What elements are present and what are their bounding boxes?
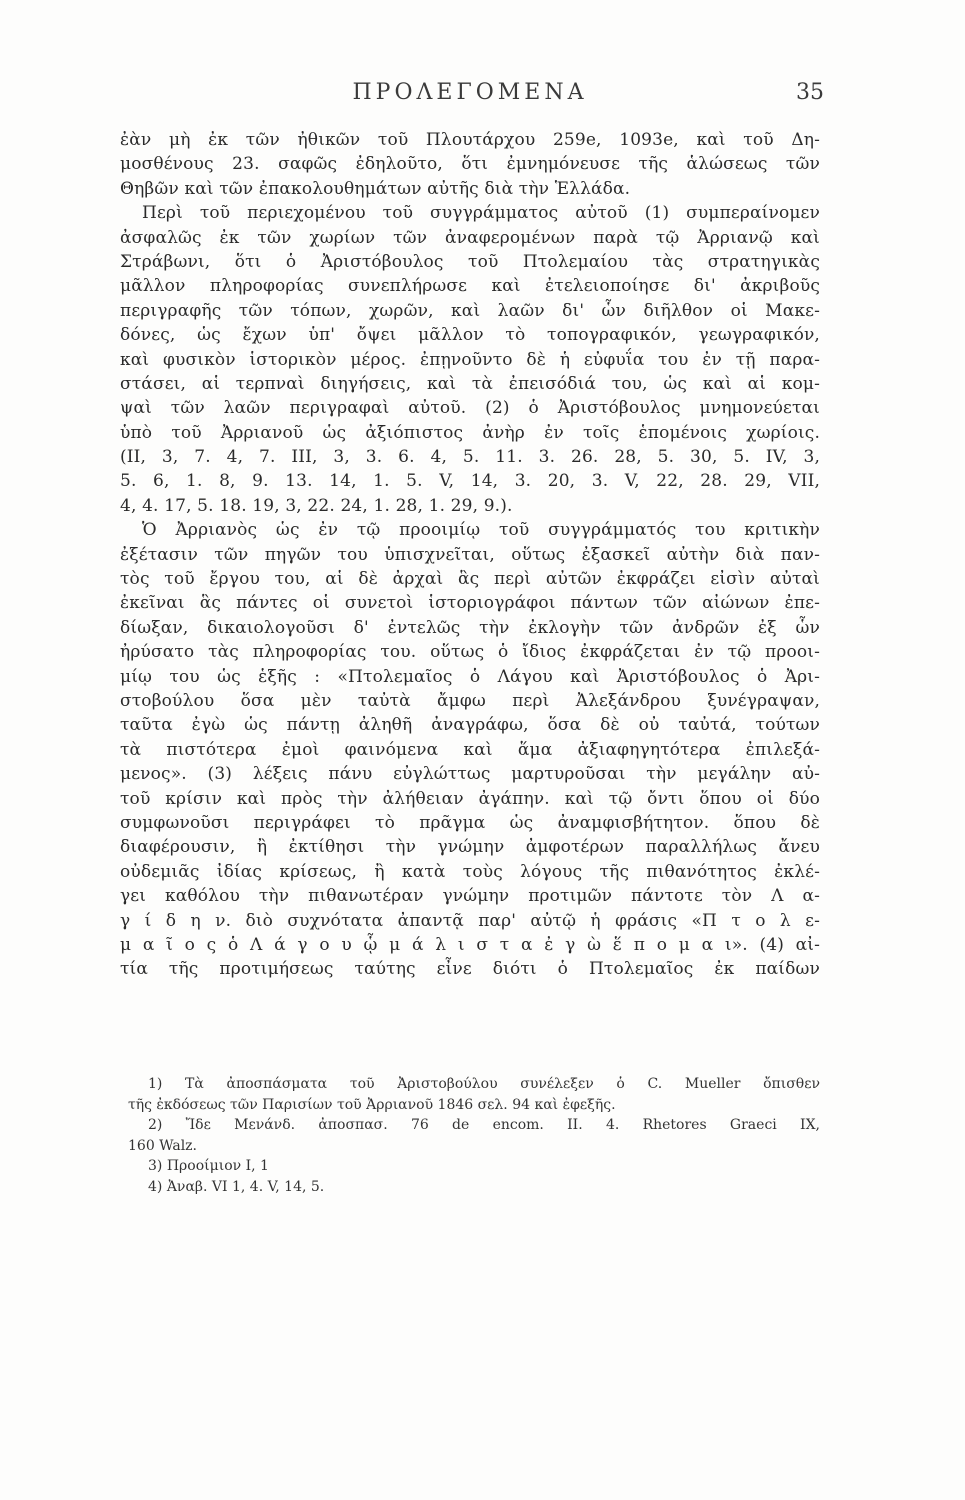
text-line: μ α ῖ ο ς ὁ Λ ά γ ο υ ᾧ μ ά λ ι σ τ α ἐ γ ὼ ἕ π ο μ α ι». (4) αἰ- xyxy=(120,934,820,955)
running-head xyxy=(120,80,824,114)
footnote-line: 2) Ἴδε Μενάνδ. ἀποσπασ. 76 de encom. II. 4. Rhetores Graeci IX, xyxy=(148,1117,820,1133)
text-line: Περὶ τοῦ περιεχομένου τοῦ συγγράμματος αὐτοῦ (1) συμπεραίνομεν xyxy=(142,203,820,224)
footnote-line: 1) Τὰ ἀποσπάσματα τοῦ Ἀριστοβούλου συνέλεξεν ὁ C. Mueller ὄπισθεν xyxy=(148,1076,820,1092)
footnotes xyxy=(120,1074,820,1197)
text-line: μενος». (3) λέξεις πάνυ εὐγλώττως μαρτυροῦσαι τὴν μεγάλην αὐ- xyxy=(120,764,820,785)
text-line: ὑπὸ τοῦ Ἀρριανοῦ ὡς ἀξιόπιστος ἀνὴρ ἐν τοῖς ἑπομένοις χωρίοις. xyxy=(120,422,820,443)
text-line: 5. 6, 1. 8, 9. 13. 14, 1. 5. V, 14, 3. 20, 3. V, 22, 28. 29, VII, xyxy=(120,471,820,492)
footnote-line: 160 Walz. xyxy=(128,1137,197,1154)
text-line: δίωξαν, δικαιολογοῦσι δ' ἐντελῶς τὴν ἐκλογὴν τῶν ἀνδρῶν ἐξ ὧν xyxy=(120,617,820,638)
text-line: ἐξέτασιν τῶν πηγῶν του ὑπισχνεῖται, οὕτως ἐξασκεῖ αὐτὴν διὰ παν- xyxy=(120,544,820,565)
text-line: Στράβωνι, ὅτι ὁ Ἀριστόβουλος τοῦ Πτολεμαίου τὰς στρατηγικὰς xyxy=(120,251,820,272)
text-line: καὶ φυσικὸν ἱστορικὸν μέρος. ἐπῃνοῦντο δὲ ἡ εὐφυΐα του ἐν τῇ παρα- xyxy=(120,349,820,370)
text-line: γει καθόλου τὴν πιθανωτέραν γνώμην προτιμῶν πάντοτε τὸν Λ α- xyxy=(120,886,820,907)
text-line: τὰ πιστότερα ἐμοὶ φαινόμενα καὶ ἅμα ἀξιαφηγητότερα ἐπιλεξά- xyxy=(120,739,820,760)
body-text xyxy=(120,128,820,982)
text-line: μοσθένους 23. σαφῶς ἐδηλοῦτο, ὅτι ἐμνημόνευσε τῆς ἁλώσεως τῶν xyxy=(120,154,820,175)
text-line: γ ί δ η ν. διὸ συχνότατα ἀπαντᾷ παρ' αὐτῷ ἡ φράσις «Π τ ο λ ε- xyxy=(120,910,820,931)
text-line: ψαὶ τῶν λαῶν περιγραφαὶ αὐτοῦ. (2) ὁ Ἀριστόβουλος μνημονεύεται xyxy=(120,398,820,419)
text-line: μίῳ του ὡς ἑξῆς : «Πτολεμαῖος ὁ Λάγου καὶ Ἀριστόβουλος ὁ Ἀρι- xyxy=(120,666,820,687)
footnote-line: 3) Προοίμιον I, 1 xyxy=(148,1158,269,1174)
text-line: ταῦτα ἐγὼ ὡς πάντῃ ἀληθῆ ἀναγράφω, ὅσα δὲ οὐ ταὐτά, τούτων xyxy=(120,715,820,736)
text-line: τία τῆς προτιμήσεως ταύτης εἶνε διότι ὁ Πτολεμαῖος ἐκ παίδων xyxy=(120,959,820,980)
text-line: τοῦ κρίσιν καὶ πρὸς τὴν ἀλήθειαν ἀγάπην. καὶ τῷ ὄντι ὅπου οἱ δύο xyxy=(120,788,820,809)
text-line: ἐκεῖναι ἃς πάντες οἱ συνετοὶ ἱστοριογράφοι πάντων τῶν αἰώνων ἐπε- xyxy=(120,593,820,614)
page-number: 35 xyxy=(796,80,824,105)
text-line: συμφωνοῦσι περιγράφει τὸ πρᾶγμα ὡς ἀναμφισβήτητον. ὅπου δὲ xyxy=(120,812,820,833)
text-line: διαφέρουσιν, ἢ ἐκτίθησι τὴν γνώμην ἀμφοτέρων παραλλήλως ἄνευ xyxy=(120,837,820,858)
text-line: τὸς τοῦ ἔργου του, αἱ δὲ ἀρχαὶ ἃς περὶ αὐτῶν ἐκφράζει εἰσὶν αὐταὶ xyxy=(120,569,820,590)
running-title: ΠΡΟΛΕΓΟΜΕΝΑ xyxy=(352,80,588,105)
text-line: Θηβῶν καὶ τῶν ἐπακολουθημάτων αὐτῆς διὰ τὴν Ἑλλάδα. xyxy=(120,178,631,199)
text-line: δόνες, ὡς ἔχων ὑπ' ὄψει μᾶλλον τὸ τοπογραφικόν, γεωγραφικόν, xyxy=(120,325,820,346)
text-line: Ὁ Ἀρριανὸς ὡς ἐν τῷ προοιμίῳ τοῦ συγγράμματός του κριτικὴν xyxy=(142,520,820,541)
text-line: οὐδεμιᾶς ἰδίας κρίσεως, ἢ κατὰ τοὺς λόγους τῆς πιθανότητος ἐκλέ- xyxy=(120,861,820,882)
footnote-line: τῆς ἐκδόσεως τῶν Παρισίων τοῦ Ἀρριανοῦ 1846 σελ. 94 καὶ ἐφεξῆς. xyxy=(128,1096,616,1113)
text-line: ἐὰν μὴ ἐκ τῶν ἠθικῶν τοῦ Πλουτάρχου 259e, 1093e, καὶ τοῦ Δη- xyxy=(120,130,820,150)
text-line: μᾶλλον πληροφορίας συνεπλήρωσε καὶ ἐτελειοποίησε δι' ἀκριβοῦς xyxy=(120,276,820,297)
text-line: ἠρύσατο τὰς πληροφορίας του. οὕτως ὁ ἴδιος ἐκφράζεται ἐν τῷ προοι- xyxy=(120,642,820,663)
text-line: στάσει, αἱ τερπναὶ διηγήσεις, καὶ τὰ ἐπεισόδιά του, ὡς καὶ αἱ κομ- xyxy=(120,373,820,394)
text-line: περιγραφῆς τῶν τόπων, χωρῶν, καὶ λαῶν δι' ὧν διῆλθον οἱ Μακε- xyxy=(120,300,820,321)
text-line: ἀσφαλῶς ἐκ τῶν χωρίων τῶν ἀναφερομένων παρὰ τῷ Ἀρριανῷ καὶ xyxy=(120,227,820,248)
text-line: στοβούλου ὅσα μὲν ταὐτὰ ἄμφω περὶ Ἀλεξάνδρου ξυνέγραψαν, xyxy=(120,690,820,711)
text-line: 4, 4. 17, 5. 18. 19, 3, 22. 24, 1. 28, 1. 29, 9.). xyxy=(120,495,513,516)
footnote-line: 4) Ἀναβ. VI 1, 4. V, 14, 5. xyxy=(148,1178,325,1195)
text-line: (II, 3, 7. 4, 7. III, 3, 3. 6. 4, 5. 11. 3. 26. 28, 5. 30, 5. IV, 3, xyxy=(120,447,820,468)
